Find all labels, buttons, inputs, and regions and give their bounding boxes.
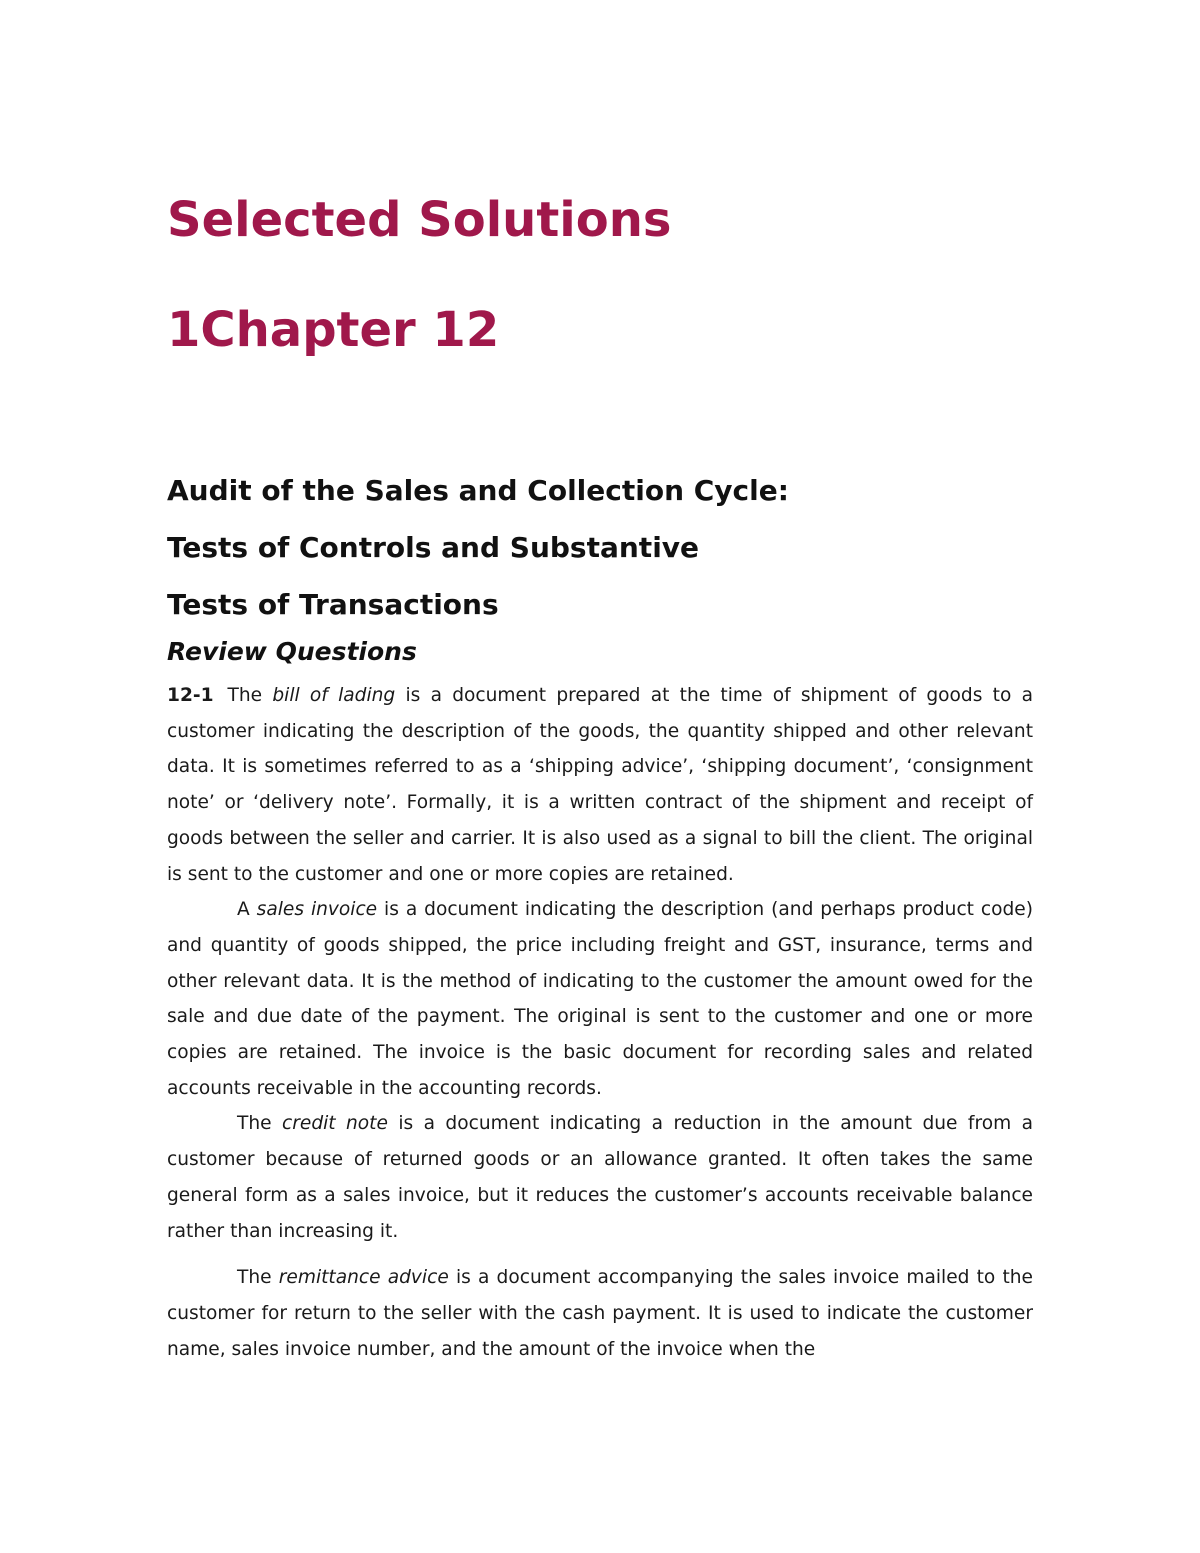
paragraph-text-pre: A: [237, 899, 257, 921]
body-text: [167, 678, 1033, 1367]
term-remittance-advice: remittance advice: [278, 1267, 449, 1289]
paragraph-text-post: is a document prepared at the time of shipment of goods to a customer indicating the description of the goods, the quantity shipped and other relevant data. It is sometimes referred to as a ‘shipping advice’, ‘shipping document’, ‘consignment note’ or ‘delivery note’. Formally, it is a written contract of the shipment and receipt of goods between the seller and carrier. It is also used as a signal to bill the client. The original is sent to the customer and one or more copies are retained.: [167, 685, 1033, 885]
term-bill-of-lading: bill of lading: [272, 685, 396, 706]
paragraph-remittance-advice: [167, 1260, 1033, 1367]
question-number: 12-1: [167, 685, 214, 706]
paragraph-text-pre: The: [237, 1267, 279, 1289]
term-credit-note: credit note: [282, 1113, 388, 1135]
paragraph-text-post: is a document indicating the description (and perhaps product code) and quantity of goods shipped, the price including freight and GST, insurance, terms and other relevant data. It is the method of indicating to the customer the amount owed for the sale and due date of the payment. The original is sent to the customer and one or more copies are retained. The invoice is the basic document for recording sales and related accounts receivable in the accounting records.: [167, 899, 1033, 1099]
paragraph-bill-of-lading: [167, 678, 1033, 892]
section-heading: Review Questions: [167, 637, 417, 666]
subtitle-line-3: Tests of Transactions: [167, 588, 499, 621]
paragraph-text-pre: The: [237, 1113, 283, 1135]
paragraph-sales-invoice: [167, 892, 1033, 1106]
chapter-title: 1Chapter 12: [167, 302, 500, 358]
paragraph-text-post: is a document indicating a reduction in the amount due from a customer because of returned goods or an allowance granted. It often takes the same general form as a sales invoice, but it reduces the customer’s accounts receivable balance rather than increasing it.: [167, 1113, 1033, 1242]
paragraph-text-post: is a document accompanying the sales invoice mailed to the customer for return to the seller with the cash payment. It is used to indicate the customer name, sales invoice number, and the amount of the invoice when the: [167, 1267, 1033, 1360]
paragraph-credit-note: [167, 1106, 1033, 1249]
paragraph-text-pre: The: [227, 685, 273, 706]
document-title: Selected Solutions: [167, 192, 672, 248]
chapter-subtitle: [167, 462, 1033, 633]
term-sales-invoice: sales invoice: [256, 899, 378, 921]
subtitle-line-1: Audit of the Sales and Collection Cycle:: [167, 474, 789, 507]
subtitle-line-2: Tests of Controls and Substantive: [167, 531, 700, 564]
